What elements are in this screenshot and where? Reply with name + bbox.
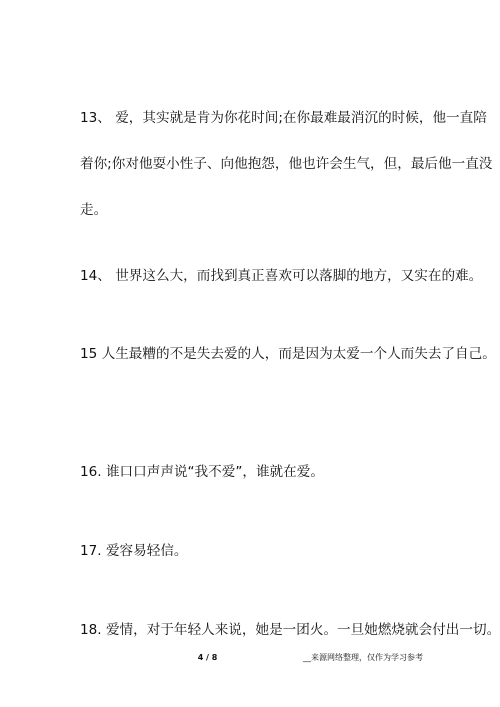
paragraph-14 — [80, 266, 483, 286]
text-line: 走。 — [80, 202, 108, 218]
paragraph-17 — [80, 541, 425, 561]
paragraph-13 — [80, 108, 493, 220]
paragraph-18 — [80, 620, 500, 640]
text-line: 14、 世界这么大，而找到真正喜欢可以落脚的地方，又实在的难。 — [80, 268, 483, 284]
source-note: __来源网络整理，仅作为学习参考 — [303, 653, 423, 662]
text-line: 15 人生最糟的不是失去爱的人，而是因为太爱一个人而失去了自己。 — [80, 346, 496, 362]
paragraph-16 — [80, 462, 425, 482]
paragraph-15 — [80, 344, 496, 364]
text-line: 17. 爱容易轻信。 — [80, 543, 188, 559]
text-line: 着你;你对他耍小性子、向他抱怨，他也许会生气，但，最后他一直没 — [80, 156, 493, 172]
text-line: 16. 谁口口声声说“我不爱”，谁就在爱。 — [80, 464, 324, 480]
text-line: 13、 爱，其实就是肯为你花时间;在你最难最消沉的时候，他一直陪 — [80, 110, 487, 126]
text-line: 18. 爱情，对于年轻人来说，她是一团火。一旦她燃烧就会付出一切。 — [80, 622, 500, 638]
page-number: 4 / 8 — [197, 653, 218, 662]
